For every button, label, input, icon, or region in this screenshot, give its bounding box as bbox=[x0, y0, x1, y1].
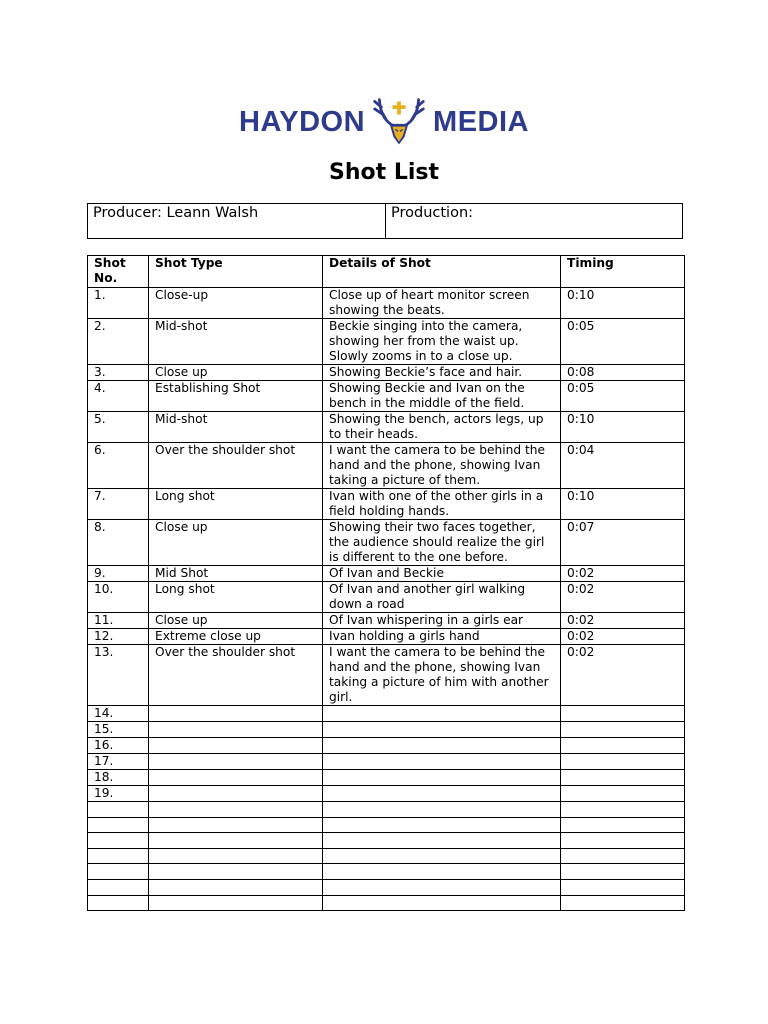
details-cell bbox=[323, 895, 561, 911]
shot-type-cell bbox=[149, 754, 323, 770]
table-row bbox=[88, 645, 685, 706]
details-cell bbox=[323, 786, 561, 802]
shot-no-cell: 16. bbox=[88, 738, 149, 754]
shot-type-cell bbox=[149, 864, 323, 880]
shot-type-cell: Close up bbox=[149, 365, 323, 381]
details-cell: Showing Beckie and Ivan on the bench in the middle of the field. bbox=[323, 381, 561, 412]
shot-type-cell: Mid-shot bbox=[149, 412, 323, 443]
shot-type-cell: Long shot bbox=[149, 489, 323, 520]
details-cell bbox=[323, 738, 561, 754]
timing-cell bbox=[561, 706, 685, 722]
timing-cell bbox=[561, 786, 685, 802]
shot-type-cell bbox=[149, 770, 323, 786]
production-field: Production: bbox=[391, 205, 474, 221]
table-row bbox=[88, 817, 685, 833]
timing-cell bbox=[561, 738, 685, 754]
details-cell: Ivan with one of the other girls in a field holding hands. bbox=[323, 489, 561, 520]
shot-no-cell: 3. bbox=[88, 365, 149, 381]
table-header-row bbox=[88, 256, 685, 288]
logo-word-left: HAYDON bbox=[239, 105, 366, 138]
details-cell: Of Ivan and another girl walking down a road bbox=[323, 582, 561, 613]
details-cell: Ivan holding a girls hand bbox=[323, 629, 561, 645]
shot-type-cell: Mid-shot bbox=[149, 319, 323, 365]
timing-cell bbox=[561, 722, 685, 738]
timing-cell: 0:10 bbox=[561, 288, 685, 319]
header-shot-type: Shot Type bbox=[149, 256, 323, 288]
shot-type-cell: Close up bbox=[149, 613, 323, 629]
shot-no-cell: 8. bbox=[88, 520, 149, 566]
shot-no-cell bbox=[88, 833, 149, 849]
table-row bbox=[88, 864, 685, 880]
shot-type-cell: Establishing Shot bbox=[149, 381, 323, 412]
timing-cell bbox=[561, 754, 685, 770]
shot-type-cell bbox=[149, 786, 323, 802]
shot-no-cell: 1. bbox=[88, 288, 149, 319]
shot-rows bbox=[88, 288, 685, 911]
shot-no-cell bbox=[88, 879, 149, 895]
shot-list-table bbox=[87, 255, 685, 911]
shot-no-cell: 18. bbox=[88, 770, 149, 786]
timing-cell bbox=[561, 895, 685, 911]
details-cell: Close up of heart monitor screen showing the beats. bbox=[323, 288, 561, 319]
timing-cell: 0:04 bbox=[561, 443, 685, 489]
details-cell bbox=[323, 706, 561, 722]
timing-cell: 0:05 bbox=[561, 381, 685, 412]
table-row bbox=[88, 319, 685, 365]
shot-type-cell bbox=[149, 706, 323, 722]
table-row bbox=[88, 381, 685, 412]
timing-cell bbox=[561, 848, 685, 864]
shot-type-cell bbox=[149, 833, 323, 849]
shot-no-cell bbox=[88, 864, 149, 880]
timing-cell: 0:02 bbox=[561, 582, 685, 613]
details-cell bbox=[323, 848, 561, 864]
timing-cell: 0:05 bbox=[561, 319, 685, 365]
shot-no-cell: 14. bbox=[88, 706, 149, 722]
details-cell bbox=[323, 802, 561, 818]
shot-no-cell: 7. bbox=[88, 489, 149, 520]
timing-cell: 0:10 bbox=[561, 412, 685, 443]
details-cell: I want the camera to be behind the hand and the phone, showing Ivan taking a picture of them. bbox=[323, 443, 561, 489]
details-cell: Of Ivan and Beckie bbox=[323, 566, 561, 582]
shot-no-cell: 10. bbox=[88, 582, 149, 613]
table-row bbox=[88, 412, 685, 443]
details-cell bbox=[323, 722, 561, 738]
timing-cell bbox=[561, 833, 685, 849]
shot-no-cell bbox=[88, 817, 149, 833]
shot-no-cell: 6. bbox=[88, 443, 149, 489]
details-cell: Showing Beckie’s face and hair. bbox=[323, 365, 561, 381]
details-cell: Showing their two faces together, the audience should realize the girl is different to the one before. bbox=[323, 520, 561, 566]
details-cell bbox=[323, 833, 561, 849]
timing-cell: 0:08 bbox=[561, 365, 685, 381]
timing-cell: 0:10 bbox=[561, 489, 685, 520]
shot-type-cell: Over the shoulder shot bbox=[149, 645, 323, 706]
shot-type-cell bbox=[149, 895, 323, 911]
details-cell bbox=[323, 770, 561, 786]
timing-cell bbox=[561, 802, 685, 818]
shot-no-cell: 15. bbox=[88, 722, 149, 738]
production-info-box bbox=[87, 203, 683, 239]
shot-type-cell bbox=[149, 722, 323, 738]
table-row bbox=[88, 582, 685, 613]
shot-no-cell: 4. bbox=[88, 381, 149, 412]
shot-no-cell: 12. bbox=[88, 629, 149, 645]
table-row bbox=[88, 754, 685, 770]
table-row bbox=[88, 566, 685, 582]
shot-type-cell bbox=[149, 802, 323, 818]
shot-no-cell: 11. bbox=[88, 613, 149, 629]
shot-type-cell bbox=[149, 738, 323, 754]
shot-type-cell: Extreme close up bbox=[149, 629, 323, 645]
details-cell: Showing the bench, actors legs, up to their heads. bbox=[323, 412, 561, 443]
shot-no-cell: 2. bbox=[88, 319, 149, 365]
shot-no-cell bbox=[88, 802, 149, 818]
table-row bbox=[88, 365, 685, 381]
shot-type-cell: Mid Shot bbox=[149, 566, 323, 582]
shot-type-cell bbox=[149, 817, 323, 833]
details-cell: Of Ivan whispering in a girls ear bbox=[323, 613, 561, 629]
details-cell bbox=[323, 864, 561, 880]
table-row bbox=[88, 848, 685, 864]
shot-type-cell: Over the shoulder shot bbox=[149, 443, 323, 489]
shot-type-cell bbox=[149, 848, 323, 864]
table-row bbox=[88, 786, 685, 802]
details-cell: I want the camera to be behind the hand and the phone, showing Ivan taking a picture of him with another girl. bbox=[323, 645, 561, 706]
shot-no-cell bbox=[88, 848, 149, 864]
table-row bbox=[88, 443, 685, 489]
stag-head-icon bbox=[371, 94, 427, 150]
shot-no-cell: 13. bbox=[88, 645, 149, 706]
timing-cell: 0:02 bbox=[561, 613, 685, 629]
header-timing: Timing bbox=[561, 256, 685, 288]
table-row bbox=[88, 770, 685, 786]
shot-type-cell: Long shot bbox=[149, 582, 323, 613]
producer-field: Producer: Leann Walsh bbox=[88, 204, 386, 238]
table-row bbox=[88, 802, 685, 818]
shot-type-cell: Close up bbox=[149, 520, 323, 566]
shot-no-cell: 19. bbox=[88, 786, 149, 802]
details-cell bbox=[323, 817, 561, 833]
details-cell bbox=[323, 754, 561, 770]
details-cell bbox=[323, 879, 561, 895]
table-row bbox=[88, 706, 685, 722]
table-row bbox=[88, 489, 685, 520]
shot-type-cell bbox=[149, 879, 323, 895]
table-row bbox=[88, 520, 685, 566]
table-row bbox=[88, 722, 685, 738]
shot-type-cell: Close-up bbox=[149, 288, 323, 319]
table-row bbox=[88, 613, 685, 629]
timing-cell bbox=[561, 770, 685, 786]
timing-cell bbox=[561, 817, 685, 833]
shot-no-cell bbox=[88, 895, 149, 911]
timing-cell: 0:07 bbox=[561, 520, 685, 566]
haydon-media-logo bbox=[0, 92, 768, 152]
header-details: Details of Shot bbox=[323, 256, 561, 288]
shot-no-cell: 5. bbox=[88, 412, 149, 443]
table-row bbox=[88, 879, 685, 895]
timing-cell: 0:02 bbox=[561, 645, 685, 706]
details-cell: Beckie singing into the camera, showing her from the waist up. Slowly zooms in to a close up. bbox=[323, 319, 561, 365]
timing-cell: 0:02 bbox=[561, 629, 685, 645]
timing-cell: 0:02 bbox=[561, 566, 685, 582]
timing-cell bbox=[561, 879, 685, 895]
shot-no-cell: 9. bbox=[88, 566, 149, 582]
logo-word-right: MEDIA bbox=[433, 105, 529, 138]
table-row bbox=[88, 629, 685, 645]
table-row bbox=[88, 895, 685, 911]
shot-no-cell: 17. bbox=[88, 754, 149, 770]
table-row bbox=[88, 833, 685, 849]
table-row bbox=[88, 288, 685, 319]
header-shot-no: Shot No. bbox=[88, 256, 149, 288]
timing-cell bbox=[561, 864, 685, 880]
table-row bbox=[88, 738, 685, 754]
page-title: Shot List bbox=[329, 160, 439, 185]
